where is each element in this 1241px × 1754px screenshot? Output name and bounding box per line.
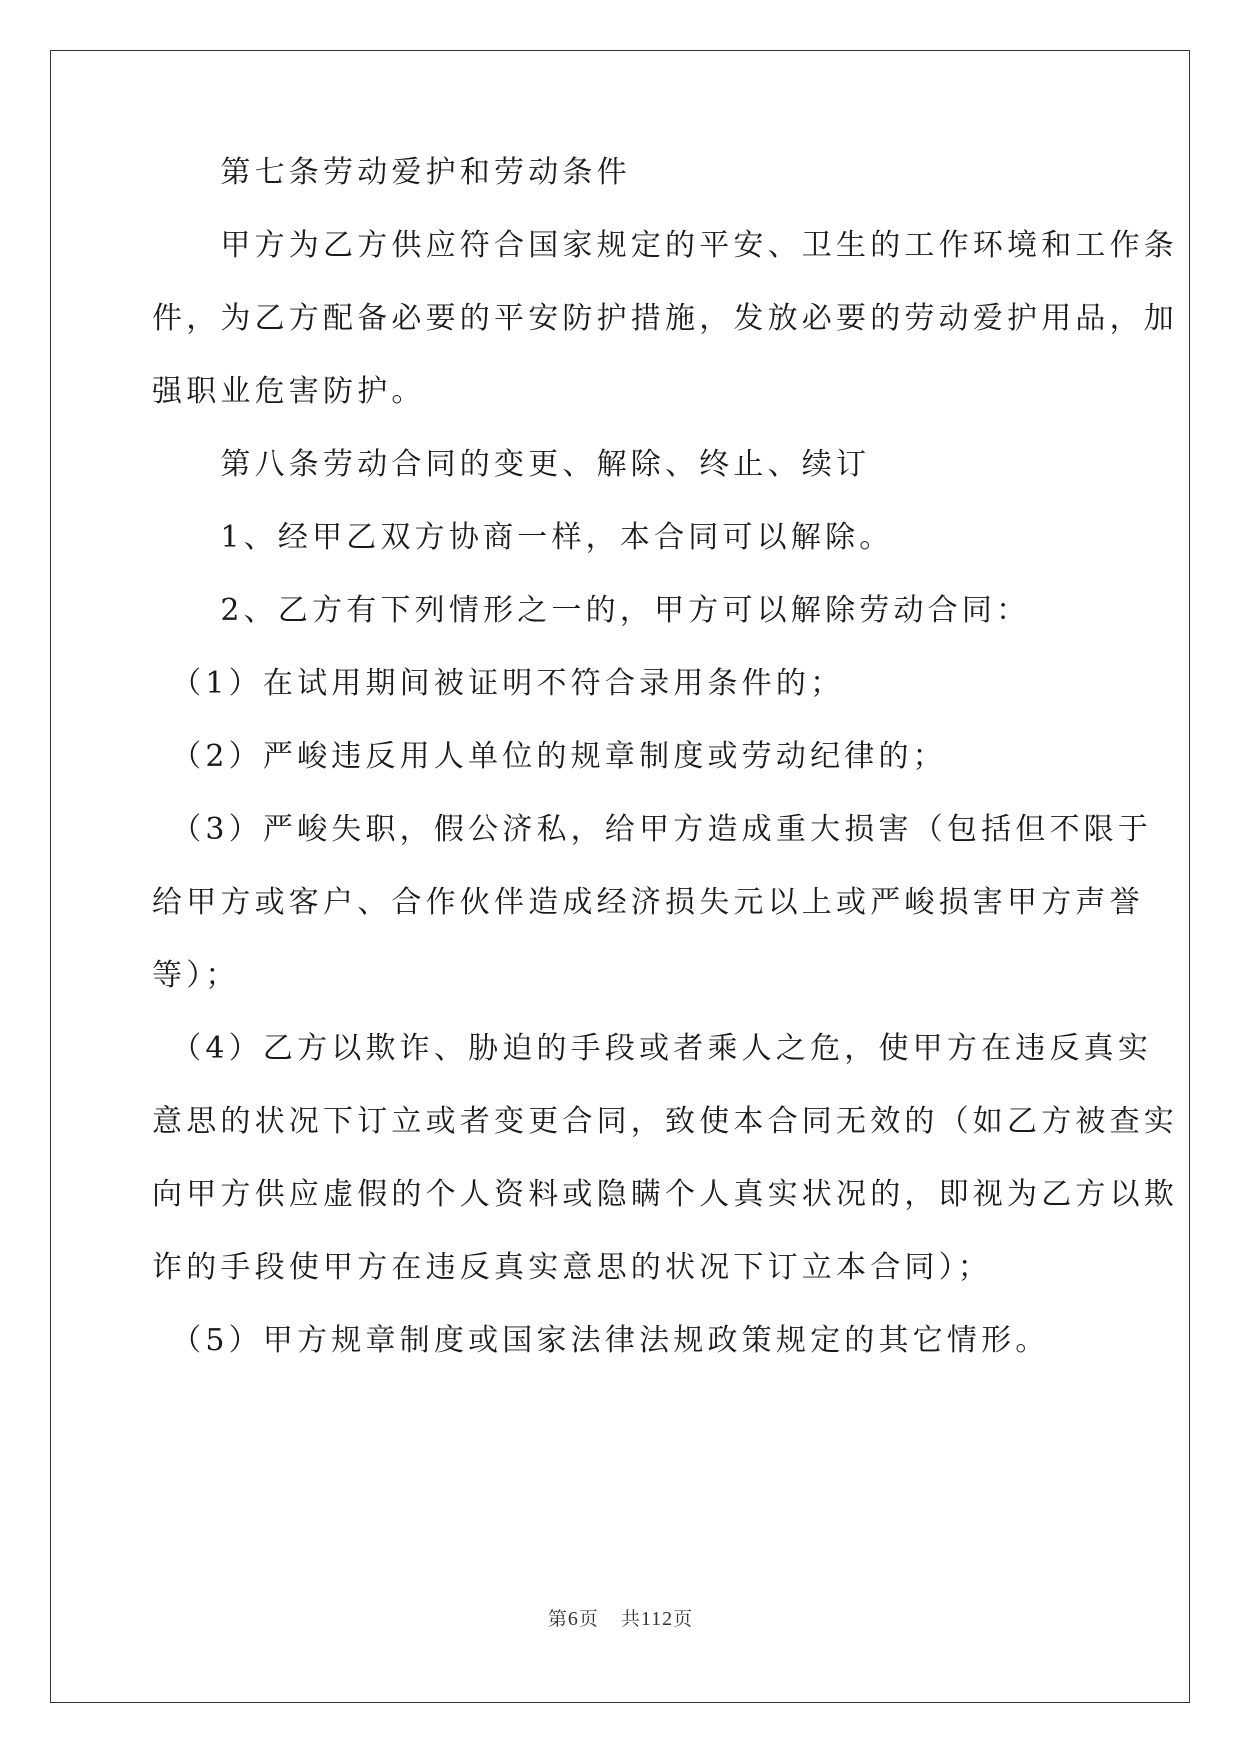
clause-1: 1、经甲乙双方协商一样，本合同可以解除。 bbox=[152, 520, 894, 555]
total-pages: 112 bbox=[640, 1608, 674, 1630]
total-suffix: 页 bbox=[673, 1609, 694, 1630]
page-number: 6 bbox=[567, 1608, 579, 1630]
clause-2-item-4: （4）乙方以欺诈、胁迫的手段或者乘人之危，使甲方在违反真实 bbox=[152, 1031, 1153, 1066]
clause-2: 2、乙方有下列情形之一的，甲方可以解除劳动合同： bbox=[152, 593, 1031, 628]
total-prefix: 共 bbox=[620, 1609, 641, 1630]
page-suffix: 页 bbox=[578, 1609, 599, 1630]
paragraph-line: 件，为乙方配备必要的平安防护措施，发放必要的劳动爱护用品，加 bbox=[152, 301, 1178, 336]
paragraph-line: 等）； bbox=[152, 958, 240, 993]
paragraph-line: 诈的手段使甲方在违反真实意思的状况下订立本合同）； bbox=[152, 1250, 992, 1285]
article-7-heading: 第七条劳动爱护和劳动条件 bbox=[152, 155, 631, 190]
paragraph-line: 甲方为乙方供应符合国家规定的平安、卫生的工作环境和工作条 bbox=[152, 228, 1178, 263]
clause-2-item-2: （2）严峻违反用人单位的规章制度或劳动纪律的； bbox=[152, 739, 947, 774]
paragraph-line: 强职业危害防护。 bbox=[152, 374, 426, 409]
article-8-heading: 第八条劳动合同的变更、解除、终止、续订 bbox=[152, 447, 871, 482]
page-border bbox=[50, 50, 1190, 1703]
clause-2-item-5: （5）甲方规章制度或国家法律法规政策规定的其它情形。 bbox=[152, 1323, 1050, 1358]
paragraph-line: 向甲方供应虚假的个人资料或隐瞒个人真实状况的，即视为乙方以欺 bbox=[152, 1177, 1178, 1212]
page-prefix: 第 bbox=[547, 1609, 568, 1630]
page-footer bbox=[0, 1604, 1241, 1631]
paragraph-line: 给甲方或客户、合作伙伴造成经济损失元以上或严峻损害甲方声誉 bbox=[152, 885, 1144, 920]
clause-2-item-1: （1）在试用期间被证明不符合录用条件的； bbox=[152, 666, 845, 701]
clause-2-item-3: （3）严峻失职，假公济私，给甲方造成重大损害（包括但不限于 bbox=[152, 812, 1153, 847]
paragraph-line: 意思的状况下订立或者变更合同，致使本合同无效的（如乙方被查实 bbox=[152, 1104, 1178, 1139]
